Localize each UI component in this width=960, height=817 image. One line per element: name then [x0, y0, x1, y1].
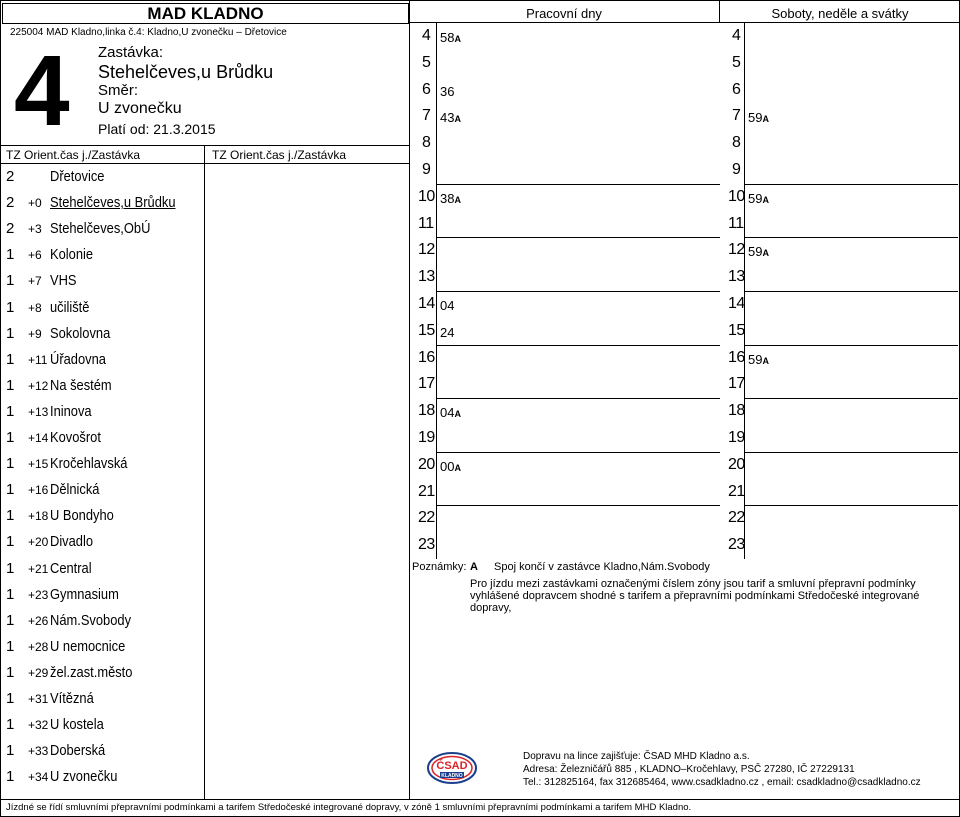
divider-footer: [0, 799, 960, 800]
stop-name: Stehelčeves,u Brůdku: [98, 62, 274, 82]
hour-label: 13: [728, 268, 745, 286]
stop-offset: +6: [28, 248, 42, 263]
stop-name: Dělnická: [50, 481, 100, 499]
hour-row-divider: [744, 452, 958, 453]
stop-zone: 1: [6, 376, 15, 394]
departure-minute: [440, 325, 454, 340]
hour-label: 6: [422, 80, 431, 98]
weekend-grid: [720, 23, 958, 558]
hour-row-divider: [744, 184, 958, 185]
hour-label: 18: [728, 402, 745, 420]
weekday-title: Pracovní dny: [526, 6, 602, 21]
stop-name: učiliště: [50, 298, 90, 316]
stop-name: Kročehlavská: [50, 455, 128, 473]
csad-logo-icon: [426, 751, 478, 785]
hour-label: 4: [732, 27, 741, 44]
hour-label: 15: [728, 321, 745, 339]
stop-name: Nám.Svobody: [50, 611, 132, 629]
hour-row-divider: [744, 291, 958, 292]
stop-zone: 1: [6, 559, 15, 577]
minute-value: 36: [440, 83, 455, 99]
hour-row-divider: [436, 237, 720, 238]
stop-offset: +18: [28, 509, 49, 524]
notes-label: Poznámky:: [412, 561, 467, 573]
stop-offset: +8: [28, 300, 42, 315]
hour-row-divider: [436, 505, 720, 506]
hour-label: 12: [418, 241, 435, 259]
stop-offset: +15: [28, 457, 49, 472]
direction-name: U zvonečku: [98, 100, 182, 117]
notes-zone-text: Pro jízdu mezi zastávkami označenými číslem zóny jsou tarif a smluvní přepravní podmínky vyhlášené dopravcem shodné s tarifem a přepravními podmínkami Středočeské integrované dopravy,: [470, 578, 920, 614]
stop-list-header-2: TZ Orient.čas j./Zastávka: [212, 148, 347, 162]
hour-row-divider: [744, 505, 958, 506]
hour-label: 21: [418, 482, 435, 500]
hour-row-divider: [744, 237, 958, 238]
stop-name: U zvonečku: [50, 768, 118, 786]
hour-label: 22: [728, 509, 745, 527]
minute-note-code: A: [762, 114, 769, 125]
departure-minute: [440, 459, 461, 474]
operator-line2: Adresa: Železničářů 885 , KLADNO–Kročehlavy, PSČ 27280, IČ 27229131: [523, 764, 855, 775]
stop-offset: +31: [28, 692, 49, 706]
hour-label: 7: [732, 107, 741, 125]
hour-label: 22: [418, 509, 435, 527]
stop-offset: +33: [28, 744, 49, 759]
hour-row-divider: [436, 184, 720, 185]
hour-label: 21: [728, 482, 745, 500]
minute-note-code: A: [454, 194, 461, 205]
minute-note-code: A: [454, 462, 461, 473]
stop-offset: +32: [28, 718, 49, 733]
minute-note-code: A: [762, 248, 769, 259]
stop-zone: 1: [6, 350, 15, 368]
departure-minute: [748, 191, 769, 206]
stop-label: Zastávka:: [98, 44, 164, 61]
stop-name: Gymnasium: [50, 585, 119, 603]
stop-offset: +16: [28, 483, 49, 498]
stop-zone: 1: [6, 402, 15, 420]
stop-zone: 1: [6, 742, 15, 760]
minute-value: 59: [748, 351, 763, 367]
hour-row-divider: [436, 398, 720, 399]
minute-value: 38: [440, 190, 455, 206]
hour-label: 11: [418, 214, 434, 232]
hour-row-divider: [744, 345, 958, 346]
hour-label: 10: [418, 187, 435, 205]
stop-name: Úřadovna: [50, 350, 106, 368]
valid-from: Platí od: 21.3.2015: [98, 121, 216, 137]
stop-offset: +14: [28, 431, 49, 445]
departure-minute: [440, 30, 461, 45]
stop-name: Vítězná: [50, 690, 94, 707]
stop-list: [0, 168, 204, 798]
divider-col: [204, 145, 205, 799]
direction-label: Směr:: [98, 82, 139, 99]
departure-minute: [748, 352, 769, 367]
stop-offset: +9: [28, 326, 42, 341]
stop-zone: 1: [6, 272, 15, 290]
hour-label: 17: [418, 375, 435, 393]
minute-value: 59: [748, 244, 763, 260]
hour-label: 9: [732, 161, 741, 178]
hour-label: 20: [728, 455, 745, 473]
stop-zone: 2: [6, 194, 15, 212]
operator-line1: Dopravu na lince zajišťuje: ČSAD MHD Kladno a.s.: [523, 751, 750, 762]
minute-note-code: A: [762, 194, 769, 205]
operator-line3: Tel.: 312825164, fax 312685464, www.csadkladno.cz , email: csadkladno@csadkladno.cz: [523, 777, 921, 788]
stop-zone: 2: [6, 168, 15, 185]
minute-value: 04: [440, 405, 455, 421]
stop-name: Divadlo: [50, 533, 94, 551]
minute-note-code: A: [762, 355, 769, 366]
hour-label: 20: [418, 455, 435, 473]
stop-offset: +12: [28, 378, 49, 393]
footer-text: Jízdné se řídí smluvními přepravními podmínkami a tarifem Středočeské integrované dopravy, v zóně 1 smluvními přepravními podmínkami a tarifem MHD Kladno.: [6, 802, 692, 813]
departure-minute: [440, 110, 461, 125]
minute-value: 04: [440, 298, 455, 313]
stop-name: Central: [50, 559, 92, 577]
stop-zone: 1: [6, 298, 15, 316]
departure-minute: [440, 298, 454, 313]
hour-row-divider: [436, 291, 720, 292]
stop-zone: 1: [6, 481, 15, 499]
weekend-title: Soboty, neděle a svátky: [771, 6, 909, 21]
line-info: 225004 MAD Kladno,linka č.4: Kladno,U zvonečku – Dřetovice: [10, 27, 287, 38]
stop-name: Na šestém: [50, 376, 112, 394]
hour-label: 14: [418, 295, 435, 312]
header-title: MAD KLADNO: [147, 4, 264, 23]
stop-offset: +3: [28, 222, 42, 237]
stop-offset: +34: [28, 770, 49, 785]
svg-text:ČSAD: ČSAD: [436, 760, 468, 772]
departure-minute: [440, 84, 454, 99]
stop-list-header: TZ Orient.čas j./Zastávka: [6, 148, 141, 162]
hour-label: 4: [422, 27, 431, 44]
stop-zone: 1: [6, 507, 15, 525]
hour-label: 12: [728, 241, 745, 259]
stop-name: Stehelčeves,u Brůdku: [50, 194, 176, 212]
stop-zone: 1: [6, 663, 15, 681]
stop-offset: +11: [28, 352, 48, 367]
hour-label: 19: [418, 429, 435, 446]
hour-label: 7: [422, 107, 431, 125]
stop-zone: 1: [6, 716, 15, 734]
stop-zone: 1: [6, 324, 15, 342]
hour-label: 8: [732, 134, 741, 152]
minute-value: 59: [748, 190, 763, 206]
minute-value: 58: [440, 30, 455, 45]
hour-label: 10: [728, 187, 745, 205]
stop-offset: +28: [28, 639, 49, 654]
stop-name: Doberská: [50, 742, 106, 760]
hour-label: 9: [422, 161, 431, 178]
svg-text:KLADNO: KLADNO: [441, 773, 463, 779]
weekday-grid: [410, 23, 720, 558]
stop-zone: 1: [6, 611, 15, 629]
stop-name: U Bondyho: [50, 507, 114, 525]
hour-label: 18: [418, 402, 435, 420]
stop-zone: 1: [6, 637, 15, 655]
minute-note-code: A: [454, 114, 461, 125]
stop-name: žel.zast.město: [50, 663, 133, 681]
line-number: 4: [14, 35, 70, 147]
stop-name: Kovošrot: [50, 429, 101, 446]
stop-zone: 1: [6, 246, 15, 264]
departure-minute: [748, 110, 769, 125]
departure-minute: [748, 244, 769, 259]
stop-offset: +13: [28, 404, 49, 419]
stop-name: U nemocnice: [50, 637, 126, 655]
hour-label: 19: [728, 429, 745, 446]
stop-offset: +0: [28, 196, 42, 211]
hour-label: 15: [418, 321, 435, 339]
departure-minute: [440, 191, 461, 206]
stop-name: Kolonie: [50, 246, 94, 264]
stop-offset: +21: [28, 561, 49, 576]
hour-label: 16: [728, 348, 745, 366]
minute-value: 43: [440, 110, 455, 126]
minute-note-code: A: [454, 34, 461, 44]
departure-minute: [440, 405, 461, 420]
stop-zone: 1: [6, 533, 15, 551]
minute-value: 24: [440, 324, 455, 340]
hour-label: 13: [418, 268, 435, 286]
stop-zone: 2: [6, 220, 15, 238]
hour-label: 23: [728, 536, 745, 554]
header-title-box: [2, 3, 409, 24]
stop-offset: +26: [28, 613, 49, 628]
hour-label: 14: [728, 295, 745, 312]
stop-offset: +29: [28, 665, 49, 680]
hour-label: 5: [422, 53, 431, 71]
stop-zone: 1: [6, 429, 15, 446]
stop-name: VHS: [50, 272, 77, 290]
hour-label: 17: [728, 375, 745, 393]
stop-name: Stehelčeves,ObÚ: [50, 220, 151, 238]
stop-zone: 1: [6, 455, 15, 473]
hour-label: 11: [728, 214, 744, 232]
hour-row-divider: [436, 452, 720, 453]
hour-row-divider: [436, 345, 720, 346]
minute-note-code: A: [454, 409, 461, 420]
hour-label: 23: [418, 536, 435, 554]
stop-name: Dřetovice: [50, 168, 105, 185]
operator-logo: [426, 751, 478, 785]
hour-label: 8: [422, 134, 431, 152]
stop-name: Sokolovna: [50, 324, 111, 342]
minute-value: 00: [440, 458, 455, 474]
notes-code-text: Spoj končí v zastávce Kladno,Nám.Svobody: [494, 561, 710, 573]
hour-label: 16: [418, 348, 435, 366]
stop-offset: +7: [28, 274, 42, 289]
stop-name: U kostela: [50, 716, 104, 734]
hour-label: 6: [732, 80, 741, 98]
hour-label: 5: [732, 53, 741, 71]
stop-name: Ininova: [50, 402, 92, 420]
stop-zone: 1: [6, 768, 15, 786]
stop-offset: +23: [28, 587, 49, 602]
notes-code: A: [470, 561, 478, 573]
minute-value: 59: [748, 110, 763, 126]
stop-offset: +20: [28, 535, 49, 550]
hour-row-divider: [744, 398, 958, 399]
stop-zone: 1: [6, 585, 15, 603]
stop-zone: 1: [6, 690, 15, 707]
